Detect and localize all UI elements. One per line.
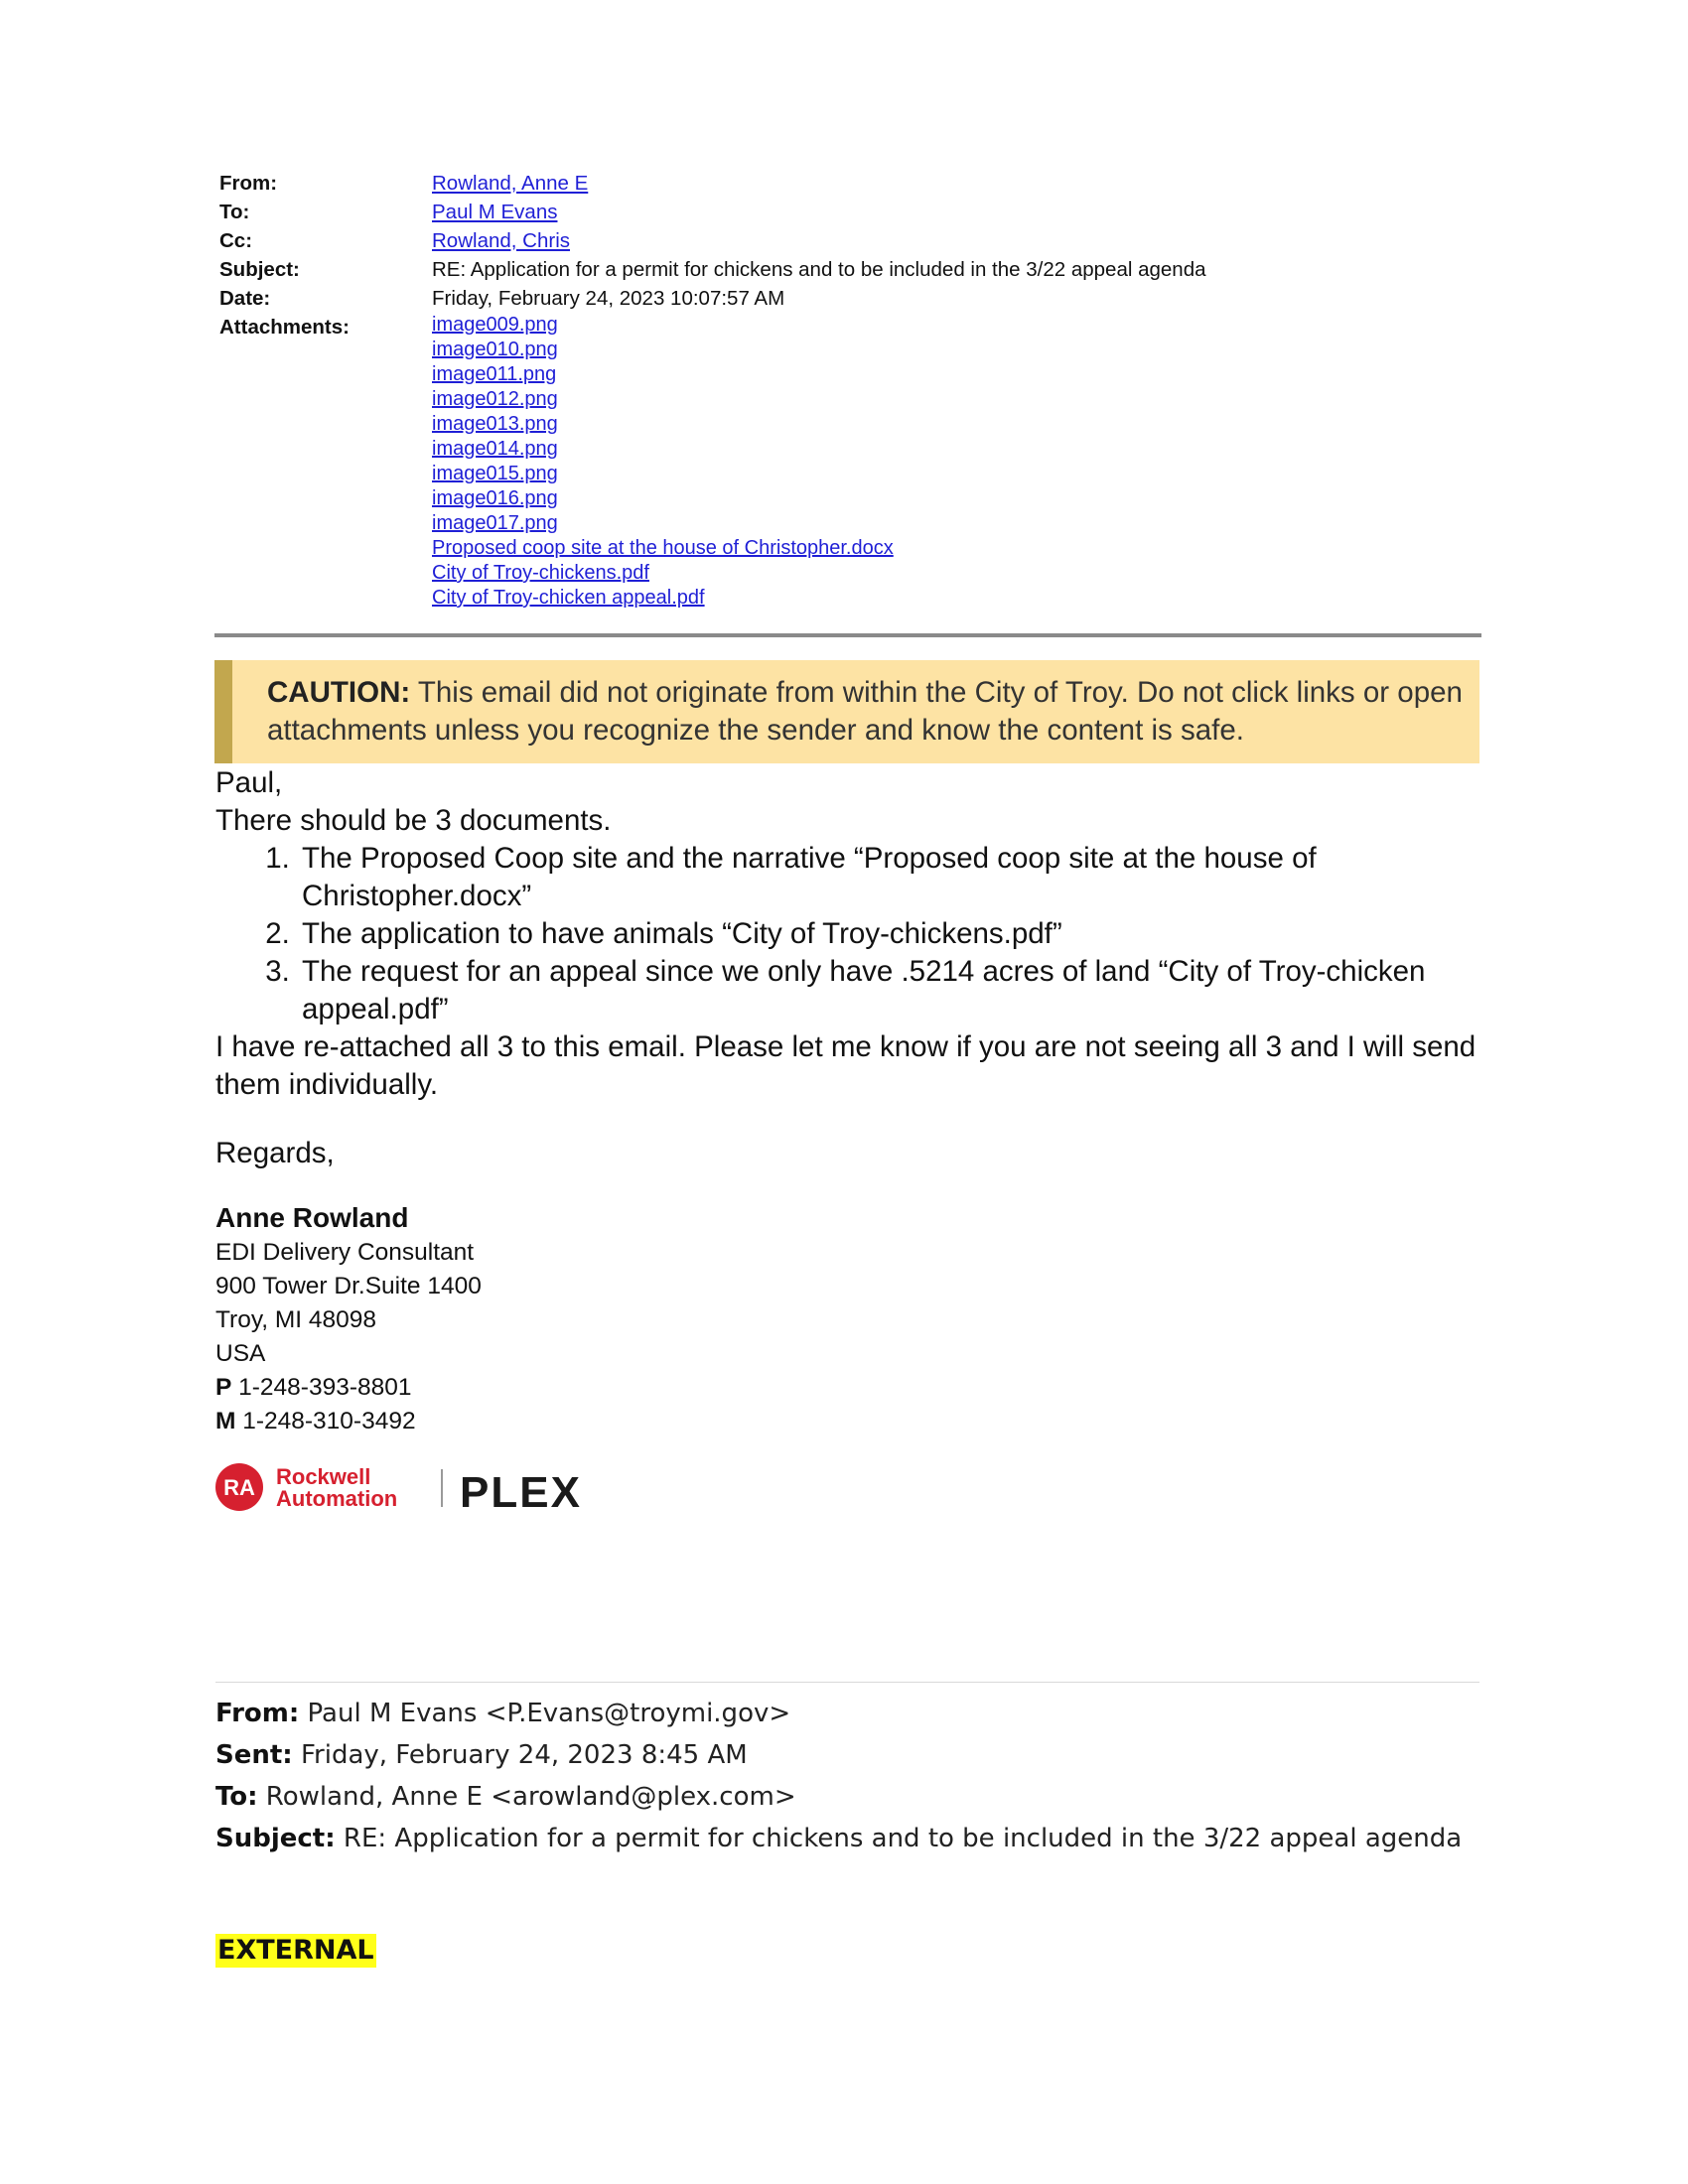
list-item: 1. The Proposed Coop site and the narrative “Proposed coop site at the house of Christopher.docx” bbox=[298, 840, 1496, 915]
signature-block bbox=[215, 1200, 1496, 1438]
attachments-row bbox=[219, 313, 1510, 611]
signature-address-line-1: 900 Tower Dr.Suite 1400 bbox=[215, 1273, 482, 1299]
plex-text: PLEX bbox=[460, 1468, 582, 1515]
subject-row bbox=[219, 255, 1510, 284]
closing-text: I have re-attached all 3 to this email. Please let me know if you are not seeing all 3 and I will send them individually. bbox=[215, 1030, 1477, 1101]
fwd-to-value: Rowland, Anne E <arowland@plex.com> bbox=[257, 1782, 796, 1812]
attachment-link[interactable]: image017.png bbox=[432, 512, 558, 534]
signature-address-line-2: Troy, MI 48098 bbox=[215, 1306, 377, 1333]
attachment-link[interactable]: image012.png bbox=[432, 388, 558, 410]
attachments-label: Attachments: bbox=[219, 316, 350, 339]
forwarded-header bbox=[215, 1693, 1496, 1859]
signature-name: Anne Rowland bbox=[215, 1202, 409, 1233]
caution-banner bbox=[214, 660, 1479, 763]
attachment-link[interactable]: image016.png bbox=[432, 487, 558, 509]
phone-number: 1-248-393-8801 bbox=[231, 1374, 412, 1401]
signature-country: USA bbox=[215, 1340, 266, 1367]
attachment-link[interactable]: image014.png bbox=[432, 438, 558, 460]
caution-text: This email did not originate from within the City of Troy. Do not click links or open attachments unless you recognize the sender and know the content is safe. bbox=[267, 676, 1463, 747]
email-body bbox=[215, 764, 1496, 1438]
mobile-number: 1-248-310-3492 bbox=[235, 1408, 416, 1434]
caution-label: CAUTION: bbox=[267, 676, 411, 709]
header-divider bbox=[214, 633, 1481, 637]
mobile-label: M bbox=[215, 1408, 236, 1434]
forward-separator bbox=[215, 1682, 1479, 1683]
ra-mark-text: RA bbox=[223, 1475, 255, 1500]
attachments-list bbox=[432, 313, 1510, 611]
subject-label: Subject: bbox=[219, 258, 300, 281]
cc-row bbox=[219, 226, 1510, 255]
date-row bbox=[219, 284, 1510, 313]
to-link[interactable]: Paul M Evans bbox=[432, 201, 558, 223]
list-item: 2. The application to have animals “City of Troy-chickens.pdf” bbox=[298, 915, 1496, 953]
to-row bbox=[219, 198, 1510, 226]
from-row bbox=[219, 169, 1510, 198]
intro-text: There should be 3 documents. bbox=[215, 804, 612, 837]
attachment-link[interactable]: City of Troy-chicken appeal.pdf bbox=[432, 587, 705, 609]
greeting: Paul, bbox=[215, 766, 283, 799]
cc-link[interactable]: Rowland, Chris bbox=[432, 229, 570, 252]
signature-title: EDI Delivery Consultant bbox=[215, 1239, 475, 1266]
fwd-sent-label: Sent: bbox=[215, 1740, 293, 1770]
attachment-link[interactable]: City of Troy-chickens.pdf bbox=[432, 562, 649, 584]
attachment-link[interactable]: Proposed coop site at the house of Christopher.docx bbox=[432, 537, 894, 559]
fwd-from-row bbox=[215, 1693, 1496, 1734]
rockwell-plex-logo bbox=[215, 1459, 637, 1515]
fwd-to-row bbox=[215, 1776, 1496, 1818]
attachment-link[interactable]: image015.png bbox=[432, 463, 558, 484]
rockwell-text: Rockwell bbox=[276, 1464, 371, 1489]
email-header bbox=[219, 169, 1510, 611]
fwd-from-label: From: bbox=[215, 1699, 300, 1728]
attachment-link[interactable]: image010.png bbox=[432, 339, 558, 360]
date-label: Date: bbox=[219, 287, 271, 310]
fwd-sent-value: Friday, February 24, 2023 8:45 AM bbox=[292, 1740, 748, 1770]
from-link[interactable]: Rowland, Anne E bbox=[432, 172, 589, 195]
fwd-subject-row bbox=[215, 1818, 1496, 1859]
signature-phone bbox=[215, 1371, 1496, 1405]
regards-text: Regards, bbox=[215, 1137, 335, 1169]
attachment-link[interactable]: image009.png bbox=[432, 314, 558, 336]
list-item: 3. The request for an appeal since we only have .5214 acres of land “City of Troy-chicken appeal.pdf” bbox=[298, 953, 1496, 1028]
date-value: Friday, February 24, 2023 10:07:57 AM bbox=[432, 287, 785, 310]
signature-mobile bbox=[215, 1405, 1496, 1438]
to-label: To: bbox=[219, 201, 250, 223]
phone-label: P bbox=[215, 1374, 232, 1401]
logo-divider bbox=[441, 1469, 443, 1507]
cc-label: Cc: bbox=[219, 229, 253, 252]
fwd-subject-label: Subject: bbox=[215, 1824, 336, 1853]
automation-text: Automation bbox=[276, 1486, 398, 1511]
fwd-subject-value: RE: Application for a permit for chickens and to be included in the 3/22 appeal agenda bbox=[335, 1824, 1463, 1853]
attachment-link[interactable]: image013.png bbox=[432, 413, 558, 435]
fwd-sent-row bbox=[215, 1734, 1496, 1776]
attachment-link[interactable]: image011.png bbox=[432, 363, 557, 385]
fwd-from-value: Paul M Evans <P.Evans@troymi.gov> bbox=[299, 1699, 791, 1728]
document-list bbox=[215, 840, 1496, 1028]
external-tag: EXTERNAL bbox=[217, 1935, 374, 1966]
fwd-to-label: To: bbox=[215, 1782, 258, 1812]
subject-value: RE: Application for a permit for chickens and to be included in the 3/22 appeal agenda bbox=[432, 258, 1206, 281]
from-label: From: bbox=[219, 172, 278, 195]
